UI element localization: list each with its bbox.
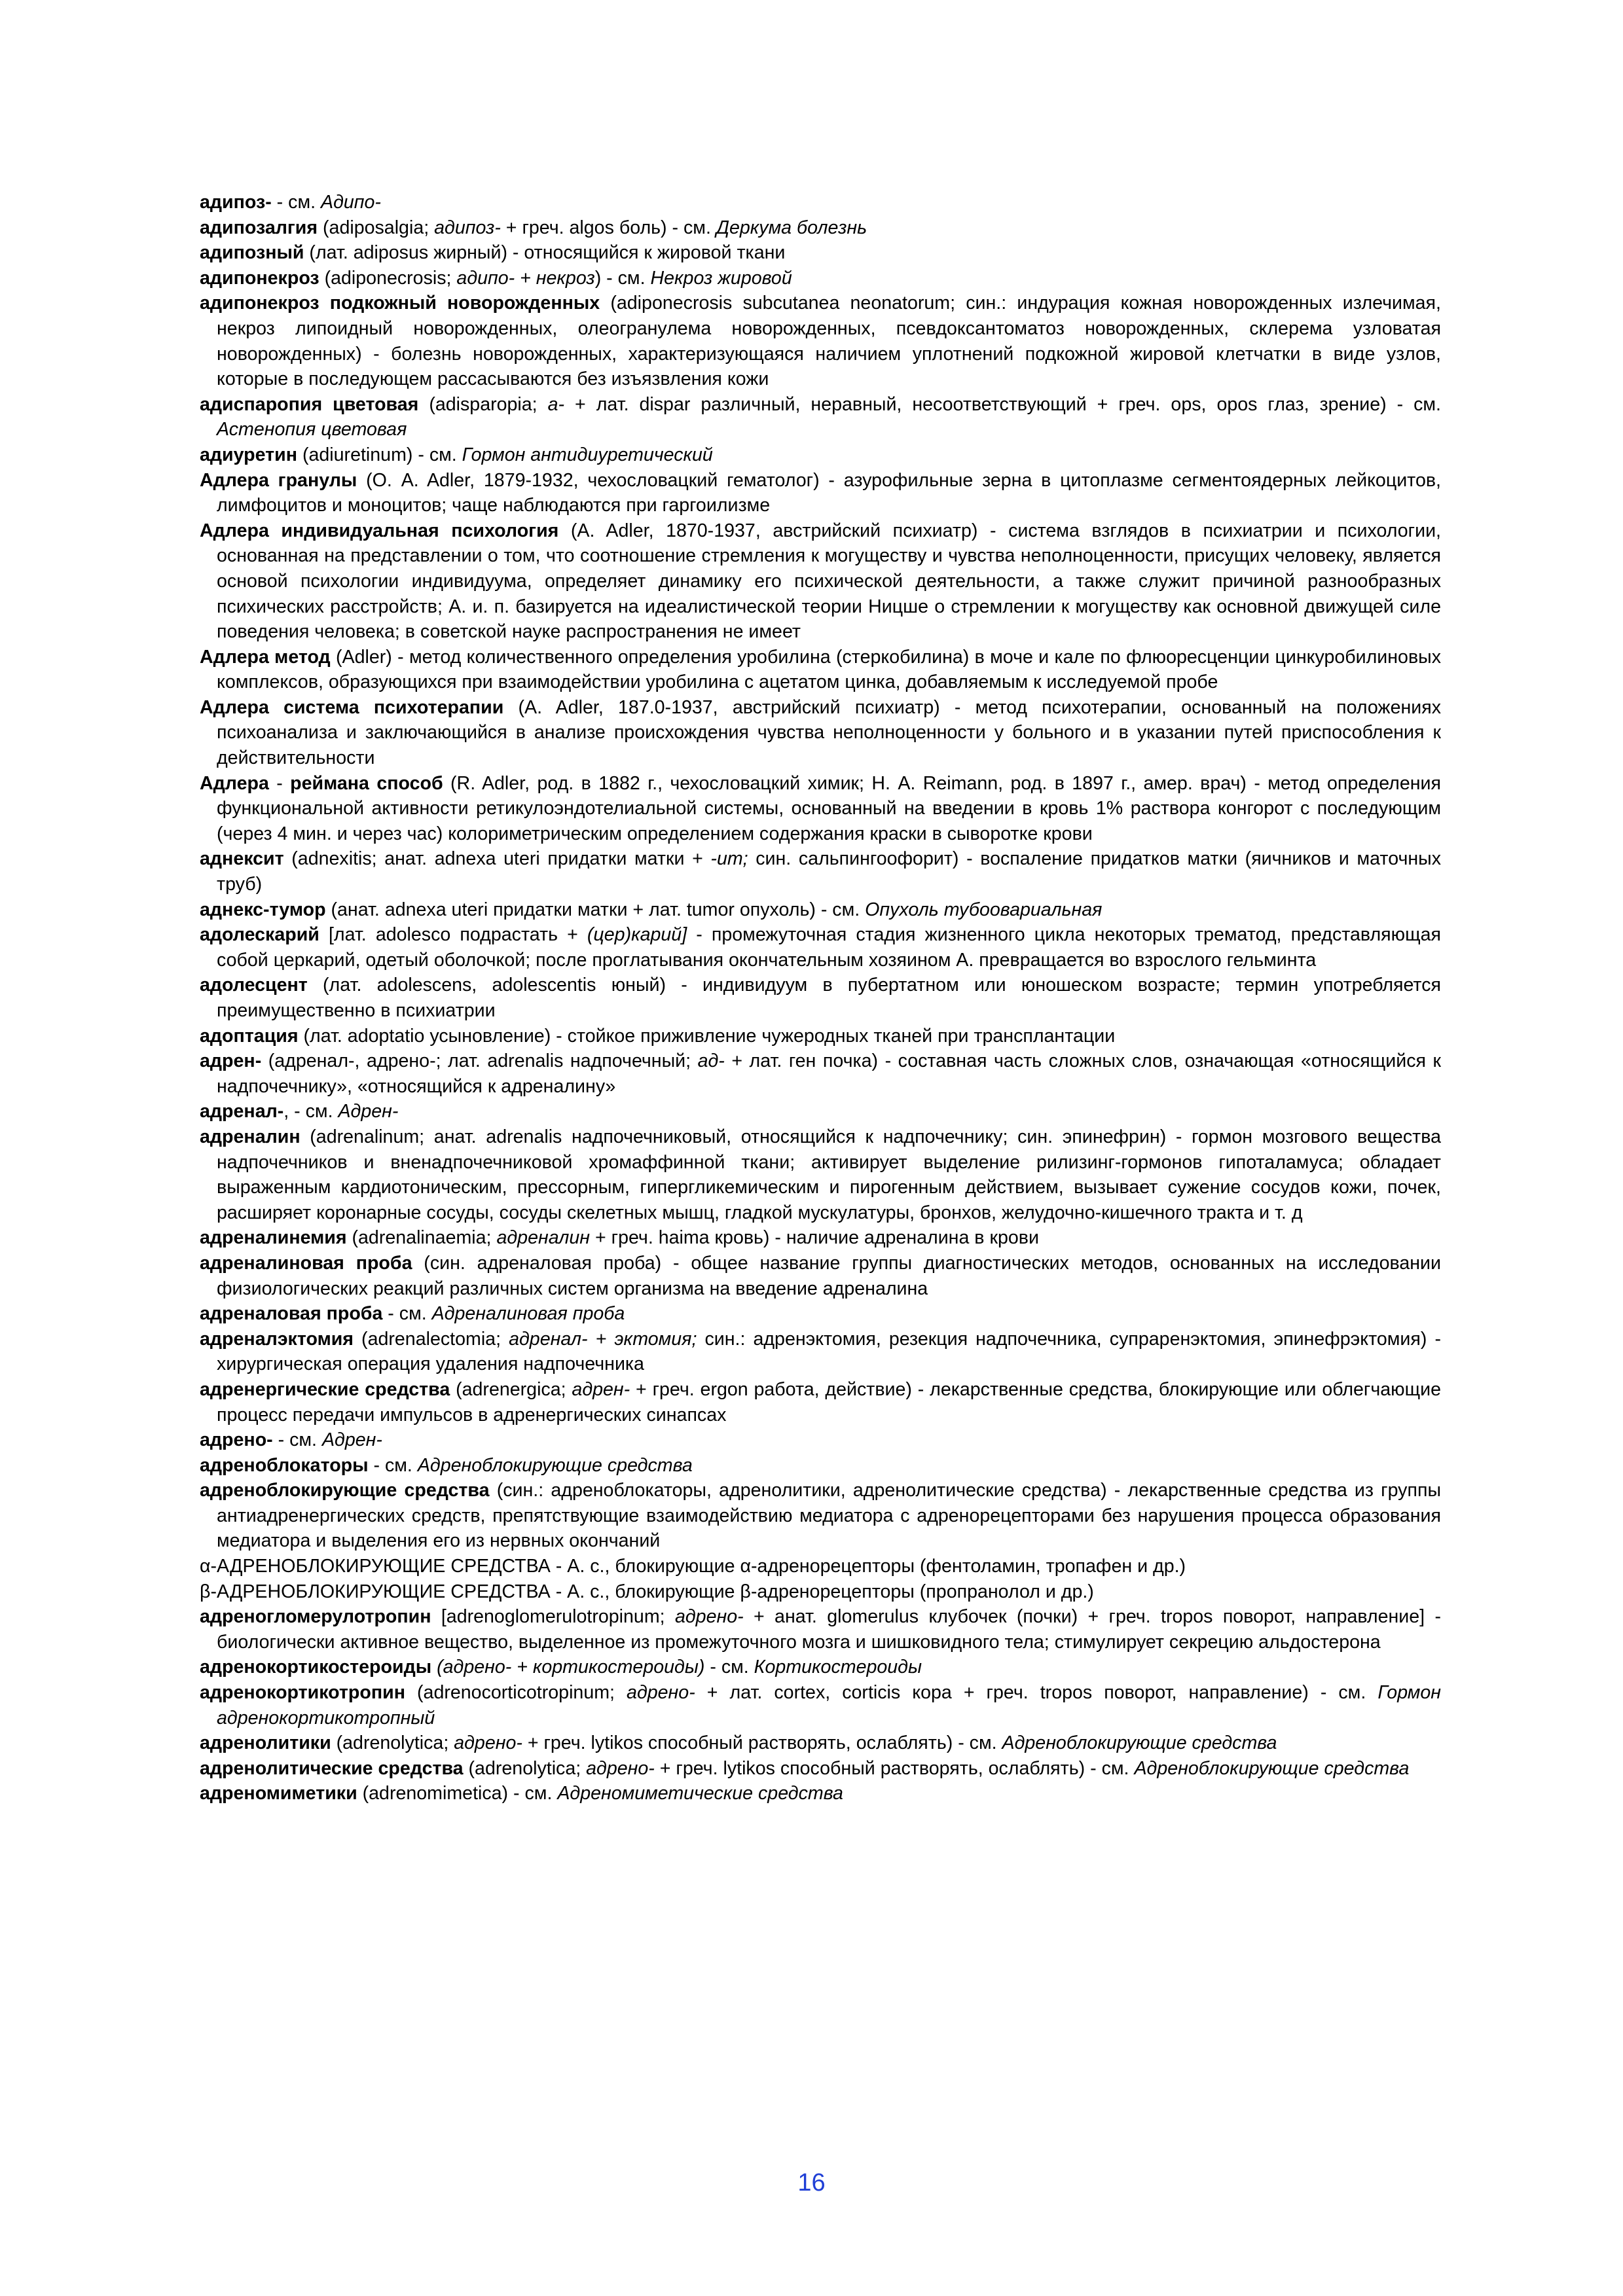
entry-term: адреноблокаторы <box>200 1454 369 1476</box>
entry-term: Адлера метод <box>200 646 331 668</box>
dictionary-entry <box>200 1377 1441 1427</box>
entry-reference: адренал- + эктомия; <box>509 1328 697 1350</box>
entry-reference: Адрен- <box>321 1429 382 1451</box>
entry-text: (R. Adler, род. в 1882 г., чехословацкий химик; Н. A. Reimann, род. в 1897 г., амер. врач) - метод определения функциональной активности ретикулоэндотелиальной системы, основанный на введении в кровь 1% раствора конгорот с последующим (через 4 мин. и через час) колориметрическим определением содержания краски в сыворотке крови <box>217 772 1441 844</box>
entry-text: (adisparopia; <box>418 393 548 415</box>
entry-term: адреналинемия <box>200 1227 347 1249</box>
entry-text: (Adler) - метод количественного определения уробилина (стеркобилина) в моче и кале по флюоресценции цинкуробилиновых комплексов, образующихся при взаимодействии уробилина с ацетатом цинка, добавляемым к исследуемой пробе <box>217 646 1441 693</box>
dictionary-entry <box>200 1427 1441 1453</box>
entry-text: (adrenomimetica) - см. <box>357 1783 558 1804</box>
dictionary-entry <box>200 518 1441 645</box>
entry-text: (син. адреналовая проба) - общее название группы диагностических методов, основанных на исследовании физиологических реакций различных систем организма на введение адреналина <box>217 1252 1441 1299</box>
entry-text: + анат. glomerulus клубочек (почки) + греч. tropos поворот, направление] - биологически активное вещество, выделенное из промежуточного мозга и шишковидного тела; стимулирует секрецию альдостерона <box>217 1606 1441 1653</box>
entry-reference: Гормон антидиуретический <box>462 444 713 465</box>
entry-term: Адлера <box>200 772 269 794</box>
entry-reference: Адреноблокирующие средства <box>1002 1732 1277 1754</box>
entry-term: адреналовая проба <box>200 1303 383 1325</box>
entry-text: + греч. ergon работа, действие) - лекарственные средства, блокирующие или облегчающие процесс передачи импульсов в адренергических синапсах <box>217 1378 1441 1426</box>
entry-term: адреноблокирующие средства <box>200 1480 490 1501</box>
entry-reference: Адреналиновая проба <box>431 1303 625 1325</box>
dictionary-entry <box>200 240 1441 266</box>
entry-text: [лат. adolesco подрастать + <box>319 924 587 946</box>
entry-text: (adnexitis; анат. adnexa uteri придатки матки + <box>283 848 711 870</box>
entry-term: реймана способ <box>290 772 443 794</box>
entry-reference: Деркума болезнь <box>716 217 867 238</box>
entry-text: (adiponecrosis; <box>319 267 457 289</box>
entry-text: + лат. ген почка) - составная часть сложных слов, означающая «относящийся к надпочечнику», «относящийся к адреналину» <box>217 1050 1441 1097</box>
dictionary-entry <box>200 1478 1441 1554</box>
entry-text: + греч. lytikos способный растворять, ослаблять) - см. <box>654 1757 1135 1779</box>
dictionary-entry <box>200 1251 1441 1301</box>
dictionary-entry <box>200 1024 1441 1049</box>
entry-text: (adrenalectomia; <box>354 1328 509 1350</box>
dictionary-entry <box>200 922 1441 973</box>
entry-term: адиуретин <box>200 444 298 465</box>
entry-reference: а- <box>547 393 565 415</box>
entry-text: (adrenolytica; <box>463 1757 587 1779</box>
entry-reference: (адрено- + кортикостероиды) <box>437 1657 705 1678</box>
entry-term: адренолитики <box>200 1732 331 1754</box>
entry-reference: адрено- <box>586 1757 655 1779</box>
entry-term: Адлера система психотерапии <box>200 696 504 718</box>
entry-reference: адрено- <box>627 1682 695 1704</box>
dictionary-entry <box>200 1453 1441 1479</box>
dictionary-entry <box>200 1049 1441 1099</box>
entry-reference: ад- <box>697 1050 725 1072</box>
dictionary-entry <box>200 1554 1441 1579</box>
entry-text: (A. Adler, 1870-1937, австрийский психиатр) - система взглядов в психиатрии и психологии, основанная на представлении о том, что соотношение стремления к могуществу и чувства неполноценности, присущих человеку, является основой психологии индивидуума, определяет динамику его психической деятельности, а также служит причиной разнообразных психических расстройств; А. и. п. базируется на идеалистической теории Ницше о стремлении к могуществу как основной движущей силе поведения человека; в советской науке распространения не имеет <box>217 520 1441 643</box>
dictionary-entry <box>200 442 1441 468</box>
entry-term: адолескарий <box>200 924 319 946</box>
entry-text: [adrenoglomerulotropinum; <box>431 1606 675 1628</box>
entry-term: адренергические средства <box>200 1378 450 1400</box>
entry-text: (adrenocorticotropinum; <box>405 1682 627 1704</box>
entry-text: (adrenalinum; анат. adrenalis надпочечниковый, относящийся к надпочечнику; син. эпинефрин) - гормон мозгового вещества надпочечников и вненадпочечниковой хромаффинной ткани; активирует выделение рилизинг-гормонов гипоталамуса; обладает выраженным кардиотоническим, прессорным, гипергликемическим и пирогенным действием, вызывает сужение сосудов кожи, почек, расширяет коронарные сосуды, сосуды скелетных мышц, гладкой мускулатуры, бронхов, желудочно-кишечного тракта и т. д <box>217 1126 1441 1223</box>
dictionary-entry <box>200 215 1441 241</box>
entry-term: адипозалгия <box>200 217 318 238</box>
entry-term: Адлера индивидуальная психология <box>200 520 559 541</box>
entry-text: - см. <box>382 1303 432 1325</box>
entry-term: адреналэктомия <box>200 1328 354 1350</box>
entry-reference: адреналин <box>496 1227 591 1249</box>
entry-text: (adiuretinum) - см. <box>297 444 462 465</box>
entry-term: адренал- <box>200 1101 284 1122</box>
entry-text: (adrenalinaemia; <box>346 1227 497 1249</box>
dictionary-entry <box>200 897 1441 923</box>
dictionary-entry <box>200 291 1441 391</box>
entry-text: (анат. adnexa uteri придатки матки + лат. tumor опухоль) - см. <box>325 899 866 920</box>
dictionary-entry <box>200 190 1441 215</box>
entry-text: β-АДРЕНОБЛОКИРУЮЩИЕ СРЕДСТВА - А. с., блокирующие β-адренорецепторы (пропранолол и др.) <box>200 1581 1094 1602</box>
entry-text: син. сальпингоофорит) - воспаление придатков матки (яичников и маточных труб) <box>217 848 1441 895</box>
entry-reference: Опухоль тубоовариальная <box>865 899 1103 920</box>
dictionary-entry <box>200 1655 1441 1680</box>
entry-text: + греч. haima кровь) - наличие адреналина в крови <box>590 1227 1039 1249</box>
entry-text: - см. <box>704 1657 754 1678</box>
entry-reference: адрено- <box>674 1606 744 1628</box>
entry-term: адипонекроз подкожный новорожденных <box>200 293 600 314</box>
entry-reference: (цер)карий] <box>587 924 687 946</box>
dictionary-entry <box>200 266 1441 291</box>
entry-text <box>431 1657 437 1677</box>
dictionary-entry <box>200 1099 1441 1124</box>
dictionary-entry <box>200 973 1441 1023</box>
dictionary-entry <box>200 771 1441 847</box>
entry-term: адипозный <box>200 242 304 264</box>
entry-text: (лат. adoptatio усыновление) - стойкое приживление чужеродных тканей при трансплантации <box>298 1025 1116 1047</box>
entry-text: - см. <box>368 1454 418 1476</box>
dictionary-entry <box>200 392 1441 442</box>
dictionary-entry <box>200 1756 1441 1782</box>
entry-text: - <box>268 772 291 794</box>
entry-term: Адлера гранулы <box>200 469 357 491</box>
dictionary-entry <box>200 1604 1441 1655</box>
dictionary-entry <box>200 1781 1441 1806</box>
entry-reference: Адрен- <box>338 1101 399 1122</box>
entry-reference: Гормон адренокортикотропный <box>217 1682 1442 1729</box>
entry-term: аднексит <box>200 848 284 870</box>
entry-term: адрен- <box>200 1050 262 1072</box>
entry-reference: Адипо- <box>321 192 381 213</box>
entry-term: адренолитические средства <box>200 1757 464 1779</box>
entry-text: + греч. algos боль) - см. <box>500 217 716 238</box>
entry-text: (О. A. Adler, 1879-1932, чехословацкий гематолог) - азурофильные зерна в цитоплазме сегментоядерных лейкоцитов, лимфоцитов и моноцитов; чаще наблюдаются при гаргоилизме <box>217 469 1441 516</box>
entry-text: (adrenergica; <box>450 1378 572 1400</box>
entry-reference: адрено- <box>454 1732 522 1754</box>
entry-text: ) - см. <box>594 267 651 289</box>
page-number: 16 <box>797 2169 826 2197</box>
entry-text: + греч. lytikos способный растворять, ослаблять) - см. <box>522 1732 1002 1754</box>
entry-text: (син.: адреноблокаторы, адренолитики, адренолитические средства) - лекарственные средства из группы антиадренергических средств, препятствующие взаимодействию медиатора с адренорецепторами без нарушения процесса образования медиатора и выделения его из нервных окончаний <box>217 1480 1442 1552</box>
dictionary-entry <box>200 468 1441 518</box>
entry-term: адолесцент <box>200 975 308 996</box>
entry-term: адренокортикотропин <box>200 1682 405 1704</box>
dictionary-entry <box>200 846 1441 897</box>
dictionary-entry <box>200 695 1441 771</box>
entry-term: адреногломерулотропин <box>200 1606 431 1628</box>
entry-term: адреналиновая проба <box>200 1252 412 1274</box>
entry-reference: Адреноблокирующие средства <box>1134 1757 1410 1779</box>
entry-reference: Кортикостероиды <box>754 1657 922 1678</box>
entry-text: - см. <box>271 192 321 213</box>
entry-text: , - см. <box>283 1101 338 1122</box>
dictionary-entry <box>200 1301 1441 1327</box>
entry-reference: Некроз жировой <box>650 267 792 289</box>
entry-term: адрено- <box>200 1429 273 1451</box>
entry-text: (adiponecrosis subcutanea neonatorum; син.: индурация кожная новорожденных излечимая, некроз липоидный новорожденных, олеогранулема новорожденных, псевдоксантоматоз новорожденных, склерема узловатая новорожденных) - болезнь новорожденных, характеризующаяся наличием уплотнений подкожной жировой клетчатки в виде узлов, которые в последующем рассасываются без изъязвления кожи <box>217 293 1441 390</box>
entry-term: адиспаропия цветовая <box>200 393 419 415</box>
entry-text: (adiposalgia; <box>318 217 435 238</box>
entry-reference: адрен- <box>572 1378 630 1400</box>
entry-text: + лат. cortex, corticis кора + греч. tropos поворот, направление) - см. <box>695 1682 1378 1704</box>
dictionary-entry <box>200 1731 1441 1756</box>
entry-text: (лат. adolescens, adolescentis юный) - индивидуум в пубертатном или юношеском возрасте; термин употребляется преимущественно в психиатрии <box>217 975 1441 1021</box>
entry-term: аднекс-тумор <box>200 899 326 920</box>
entry-reference: Астенопия цветовая <box>217 419 407 440</box>
entry-text: (адренал-, адрено-; лат. adrenalis надпочечный; <box>261 1050 698 1072</box>
entry-reference: адипо- + некроз <box>456 267 595 289</box>
entry-term: адипонекроз <box>200 267 319 289</box>
entry-text: - промежуточная стадия жизненного цикла некоторых трематод, представляющая собой церкарий, одетый оболочкой; после проглатывания окончательным хозяином А. превращается во взрослого гельминта <box>217 924 1441 971</box>
entry-term: адипоз- <box>200 192 272 213</box>
entry-reference: Адреномиметические средства <box>557 1783 843 1804</box>
entry-reference: -ит; <box>710 848 748 870</box>
entry-text: α-АДРЕНОБЛОКИРУЮЩИЕ СРЕДСТВА - А. с., блокирующие α-адренорецепторы (фентоламин, тропафен и др.) <box>200 1556 1186 1577</box>
entry-reference: адипоз- <box>434 217 501 238</box>
entry-text: + лат. dispar различный, неравный, несоответствующий + греч. ops, opos глаз, зрение) - см. <box>564 393 1441 415</box>
entry-text: (A. Adler, 187.0-1937, австрийский психиатр) - метод психотерапии, основанный на положениях психоанализа и заключающийся в анализе происхождения чувства неполноценности у больного и в указании путей приспособления к действительности <box>217 696 1442 769</box>
entry-term: адоптация <box>200 1025 299 1047</box>
entry-term: адреналин <box>200 1126 301 1147</box>
dictionary-entry <box>200 1327 1441 1377</box>
entry-text: син.: адренэктомия, резекция надпочечника, супраренэктомия, эпинефрэктомия) - хирургическая операция удаления надпочечника <box>217 1328 1441 1375</box>
dictionary-entry <box>200 1680 1441 1731</box>
entry-term: адренокортикостероиды <box>200 1657 432 1678</box>
entry-reference: Адреноблокирующие средства <box>417 1454 693 1476</box>
dictionary-entry <box>200 1579 1441 1605</box>
entry-text: (adrenolytica; <box>331 1732 454 1754</box>
dictionary-page <box>200 190 1441 1806</box>
dictionary-entry <box>200 1225 1441 1251</box>
entry-text: - см. <box>272 1429 322 1451</box>
entry-text: (лат. adiposus жирный) - относящийся к жировой ткани <box>304 242 786 264</box>
entry-term: адреномиметики <box>200 1783 357 1804</box>
dictionary-entry <box>200 1124 1441 1225</box>
dictionary-entry <box>200 645 1441 695</box>
